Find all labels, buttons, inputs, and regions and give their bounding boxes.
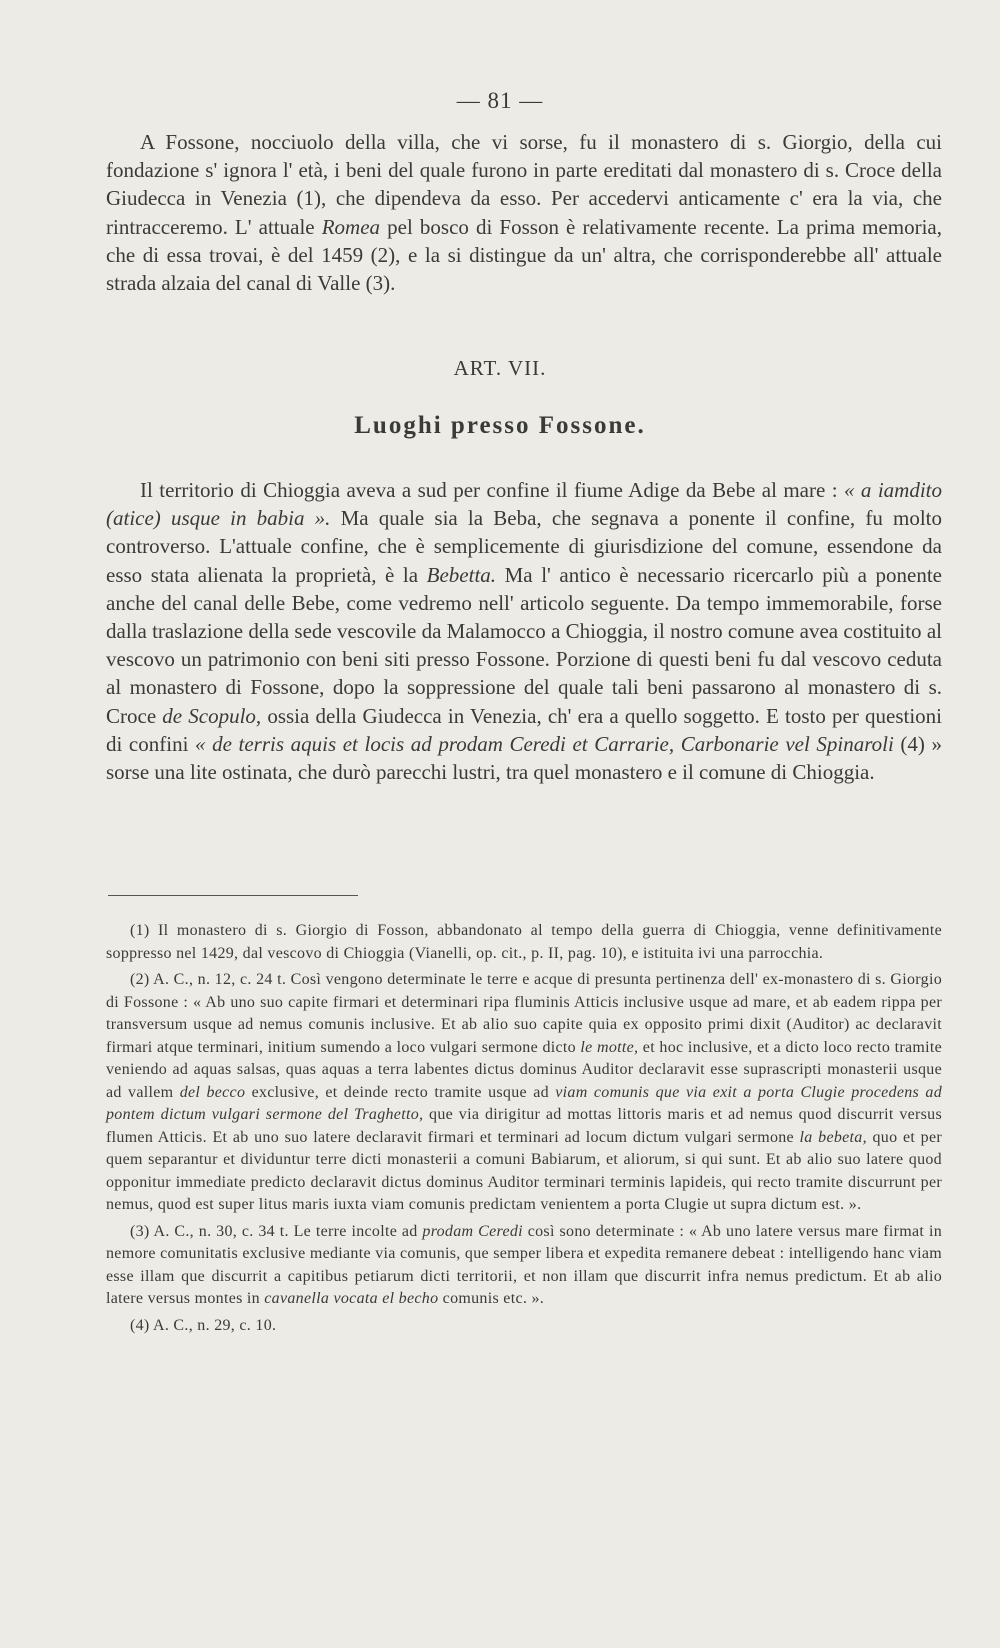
article-heading: ART. VII. (453, 356, 547, 380)
italic-run: Bebetta. (426, 562, 497, 587)
page-number: — 81 — (456, 88, 544, 113)
footnotes (106, 920, 942, 1341)
text-run: Ma l' antico è necessario ricercarlo più a ponente anche del canal delle Bebe, come vedremo nell' articolo seguente. Da tempo immemorabile, forse dalla traslazione della sede vescovile da Malamocco a Chioggia, il nostro comune avea costituito al vescovo un patrimonio con beni siti presso Fossone. Porzione di questi beni fu dal vescovo ceduta al monastero di Fossone, dopo la soppressione del quale tali beni passarono al monastero di s. Croce (106, 562, 942, 728)
footnote-1: (1) Il monastero di s. Giorgio di Fosson, abbandonato al tempo della guerra di Chioggia, venne definitivamente soppresso nel 1429, dal vescovo di Chioggia (Vianelli, op. cit., p. II, pag. 10), e istituita ivi una parrocchia. (106, 922, 942, 962)
text-run: A Fossone, nocciuolo della villa, che vi sorse, fu il monastero di s. Giorgio, della cui fondazione s' ignora l' età, i beni del quale furono in parte ereditati dal monastero di s. Croce della Giudecca in Venezia (1), che dipendeva da esso. Per accedervi anticamente c' era la via, che rintracceremo. L' attuale (106, 130, 942, 239)
italic-run: Romea (321, 214, 381, 239)
paragraph-text (106, 476, 942, 786)
italic-run: « de terris aquis et locis ad prodam Ceredi et Carrarie, Carbonarie vel Spinaroli (195, 731, 894, 756)
text-run: Il territorio di Chioggia aveva a sud per confine il fiume Adige da Bebe al mare : (140, 478, 844, 502)
footnote-2 (106, 969, 942, 1217)
italic-run: cavanella vocata el becho (264, 1290, 439, 1307)
text-run: pel bosco di Fosson è relativamente recente. La prima memoria, che di essa trovai, è del 1459 (2), e la si distingue da un' altra, che corrisponderebbe all' attuale strada alzaia del canal di Valle (3). (106, 214, 942, 296)
italic-run: le motte, (580, 1038, 639, 1056)
text-run: et hoc inclusive, et a dicto loco recto tramite veniendo ad aquas salsas, quas aquas a terra labentes dictus dominus Auditor declaravit esse suprascripti monasterii usque ad vallem (106, 1038, 942, 1101)
text-run: quo et per quem separantur et dividuntur terre dicti monasterii a comuni Babiarum, et aliorum, si qui sunt. Et ab alio suo latere quod opponitur immediate predicto declaravit dictus dominus Auditor terminari terminis lapideis, qui recto tramite discurrunt per nemus, quod est super litus maris iuxta viam comunis predictam venientem a porta Clugie ut supra dictum est. ». (106, 1128, 942, 1213)
italic-run: de Scopulo, (162, 703, 262, 728)
intro-paragraph (106, 128, 942, 297)
text-run: ossia della Giudecca in Venezia, ch' era a quello soggetto. E tosto per questioni di confini (106, 703, 942, 756)
text-run: così sono determinate : « Ab uno latere versus mare firmat in nemore comunitatis exclusive mediante via comunis, que semper libera et expedita remanere debeat : intelligendo hanc viam esse illam que discurrit a capitibus petiarum dicti territorii, et non illam que discurrit infra nemus predictum. Et ab alio latere versus montes in (106, 1222, 943, 1307)
text-run: exclusive, et deinde recto tramite usque ad (245, 1083, 556, 1101)
main-paragraph (106, 476, 942, 786)
paragraph-text (106, 128, 942, 297)
text-run: comunis etc. ». (438, 1290, 545, 1307)
text-run: (2) A. C., n. 12, c. 24 t. Così vengono determinate le terre e acque di presunta pertinenza dell' ex-monastero di s. Giorgio di Fossone : « Ab uno suo capite firmari et determinari ripa fluminis Atticis inclusive usque ad mare, et ab eadem rippa per transversum usque ad nemus comunis inclusive. Et ab alio suo capite quia ex opposito primi dixit (Auditor) ac declaravit firmari atque terminari, initium sumendo a loco vulgari sermone dicto (106, 971, 942, 1056)
text-run: (3) A. C., n. 30, c. 34 t. Le terre incolte ad (130, 1222, 423, 1240)
italic-run: « a iamdito (atice) usque in babia ». (106, 478, 943, 531)
footnote-divider (108, 895, 358, 896)
text-run: Ma quale sia la Beba, che segnava a ponente il confine, fu molto controverso. L'attuale confine, che è semplicemente di giurisdizione del comune, essendone da esso stata alienata la proprietà, è la (106, 506, 943, 587)
footnote-4: (4) A. C., n. 29, c. 10. (130, 1316, 277, 1334)
italic-run: prodam Ceredi (422, 1222, 523, 1240)
italic-run: la bebeta, (799, 1128, 867, 1146)
text-run: que via dirigitur ad mottas littoris maris et ad nemus quod discurrit versus flumen Atticis. Et ab uno suo latere declaravit firmari et terminari ad locum dictum vulgari sermone (106, 1106, 943, 1146)
text-run: (4) » sorse una lite ostinata, che durò parecchi lustri, tra quel monastero e il comune di Chioggia. (106, 731, 942, 785)
italic-run: viam comunis que via exit a porta Clugie procedens ad pontem dictum vulgari sermone del Traghetto, (106, 1083, 943, 1123)
italic-run: del becco (179, 1083, 246, 1101)
section-title: Luoghi presso Fossone. (354, 412, 646, 439)
footnote-3 (106, 1221, 942, 1311)
